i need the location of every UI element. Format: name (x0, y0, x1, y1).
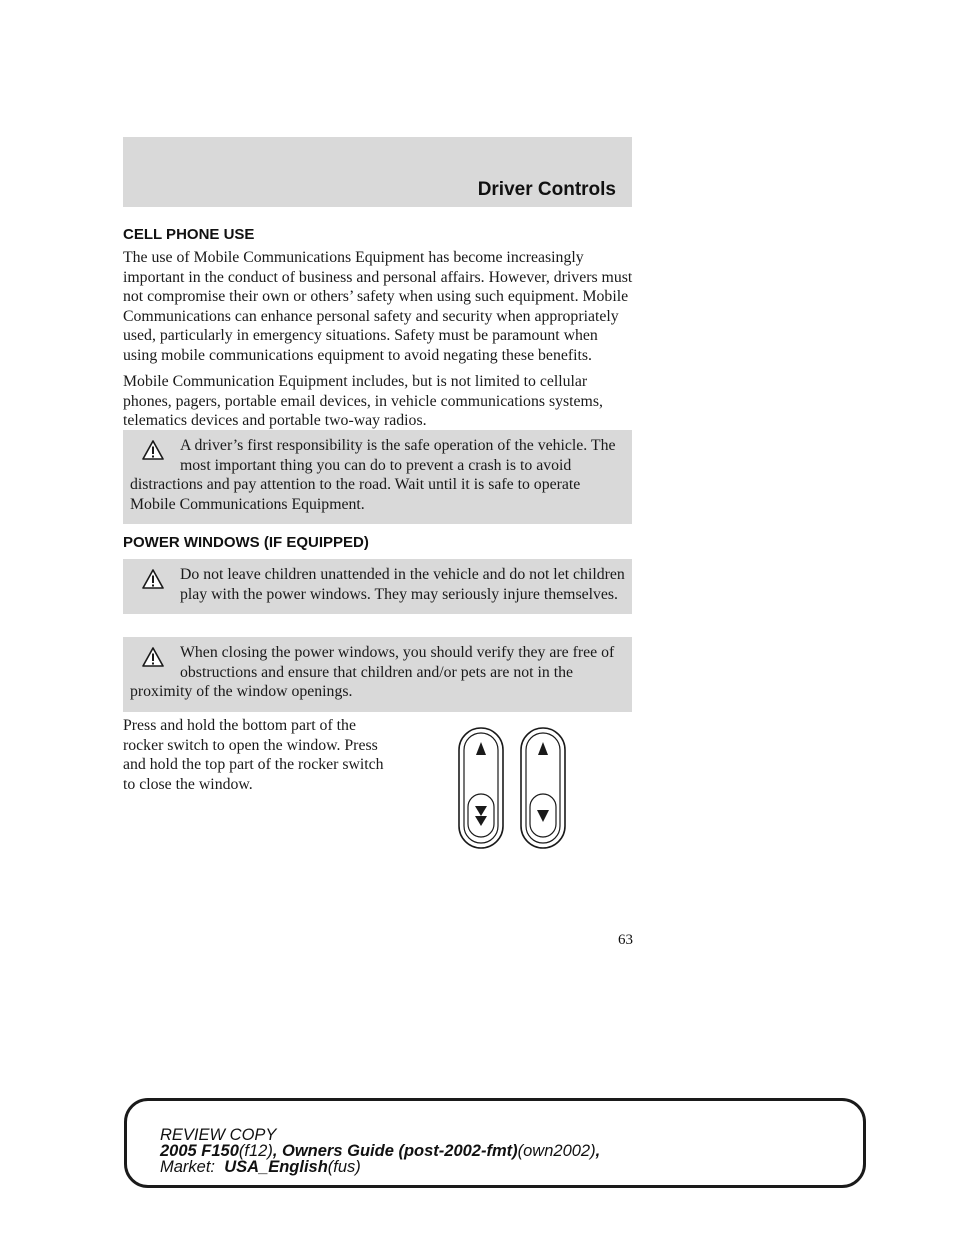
footer-guide-code: (own2002) (517, 1142, 596, 1160)
footer-market-label: Market: (160, 1158, 216, 1176)
review-label: REVIEW COPY (160, 1126, 277, 1144)
rocker-switch-icon (455, 722, 575, 852)
warning-triangle-icon (142, 647, 164, 667)
warning-box-children (123, 559, 632, 614)
warning-text-driver-responsibility: A driver’s first responsibility is the safe operation of the vehicle. The most important thing you can do to prevent a crash is to avoid distractions and pay attention to the road. Wait until it is safe to operate Mobile Communications Equipment. (130, 437, 616, 513)
paragraph-rocker-instruction: Press and hold the bottom part of the rocker switch to open the window. Press and hold the top part of the rocker switch to close the window. (123, 717, 384, 793)
paragraph-mobile-equipment: Mobile Communication Equipment includes, but is not limited to cellular phones, pagers, portable email devices, in vehicle communications systems, telematics devices and portable two-way radios. (123, 373, 603, 430)
footer-market-code: (fus) (327, 1158, 361, 1176)
footer-model-code: (f12) (238, 1142, 273, 1160)
footer-model: 2005 F150 (160, 1142, 239, 1160)
warning-text-children: Do not leave children unattended in the vehicle and do not let children play with the power windows. They may seriously injure themselves. (180, 566, 625, 603)
page-number: 63 (618, 932, 633, 948)
chapter-title: Driver Controls (477, 179, 616, 200)
warning-triangle-icon (142, 440, 164, 460)
heading-power-windows: POWER WINDOWS (IF EQUIPPED) (123, 534, 369, 551)
warning-box-driver-responsibility (123, 430, 632, 524)
paragraph-cell-phone-intro: The use of Mobile Communications Equipment has become increasingly important in the conduct of business and personal affairs. However, drivers must not compromise their own or others’ safety when using such equipment. Mobile Communications can enhance personal safety and security when appropriately used, particularly in emergency situations. Safety must be paramount when using mobile communications equipment to avoid negating these benefits. (123, 249, 633, 364)
heading-cell-phone-use: CELL PHONE USE (123, 226, 255, 243)
footer-market: USA_English (224, 1158, 328, 1176)
footer-guide: , Owners Guide (post-2002-fmt) (272, 1142, 518, 1160)
chapter-header (123, 137, 632, 207)
footer-comma: , (595, 1142, 601, 1160)
warning-triangle-icon (142, 569, 164, 589)
warning-box-obstructions (123, 637, 632, 712)
warning-text-obstructions: When closing the power windows, you should verify they are free of obstructions and ensure that children and/or pets are not in the proximity of the window openings. (130, 644, 615, 701)
review-copy-text (160, 1127, 600, 1175)
